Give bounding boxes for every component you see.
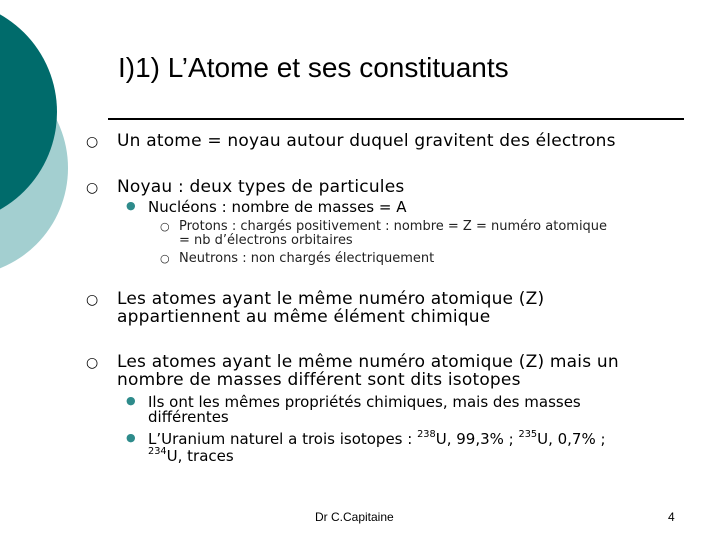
slide-title: I)1) L’Atome et ses constituants	[118, 52, 509, 83]
bullet-text-cont: nombre de masses différent sont dits isotopes	[117, 370, 521, 390]
bullet-marker: ○	[86, 134, 99, 150]
sub-sub-bullet-marker: ○	[160, 220, 170, 233]
sub-sub-bullet-text-cont: = nb d’électrons orbitaires	[179, 233, 353, 248]
bullet-text: Les atomes ayant le même numéro atomique (Z) mais un	[117, 352, 619, 372]
uranium-text-4: U, traces	[166, 447, 234, 465]
sub-bullet-text-cont	[148, 448, 234, 464]
uranium-text-3: U, 0,7% ;	[537, 430, 606, 448]
sub-sub-bullet-text: Neutrons : non chargés électriquement	[179, 251, 435, 266]
title-underline	[108, 118, 684, 120]
isotope-238-mass: 238	[417, 429, 436, 440]
sub-sub-bullet-text: Protons : chargés positivement : nombre = Z = numéro atomique	[179, 219, 608, 234]
bullet-text: Un atome = noyau autour duquel gravitent des électrons	[117, 131, 616, 151]
sub-bullet-text-cont: différentes	[148, 408, 229, 426]
bullet-text: Noyau : deux types de particules	[117, 177, 405, 197]
uranium-text-1: L’Uranium naturel a trois isotopes :	[148, 430, 418, 448]
uranium-text-2: U, 99,3% ;	[435, 430, 519, 448]
sub-sub-bullet-marker: ○	[160, 252, 170, 265]
bullet-marker: ○	[86, 180, 99, 196]
sub-bullet-marker: ●	[126, 394, 136, 407]
isotope-235-mass: 235	[518, 429, 538, 440]
sub-bullet-marker: ●	[126, 431, 136, 444]
bullet-marker: ○	[86, 292, 99, 308]
bullet-text-cont: appartiennent au même élément chimique	[117, 307, 491, 327]
sub-bullet-text	[148, 431, 606, 447]
sub-bullet-marker: ●	[126, 199, 136, 212]
sub-bullet-text: Ils ont les mêmes propriétés chimiques, mais des masses	[148, 393, 581, 411]
bullet-marker: ○	[86, 355, 99, 371]
isotope-234-mass: 234	[148, 446, 167, 457]
footer-author: Dr C.Capitaine	[315, 510, 394, 524]
sub-bullet-text: Nucléons : nombre de masses = A	[148, 198, 407, 216]
bullet-text: Les atomes ayant le même numéro atomique (Z)	[117, 289, 545, 309]
page-number: 4	[668, 510, 675, 524]
